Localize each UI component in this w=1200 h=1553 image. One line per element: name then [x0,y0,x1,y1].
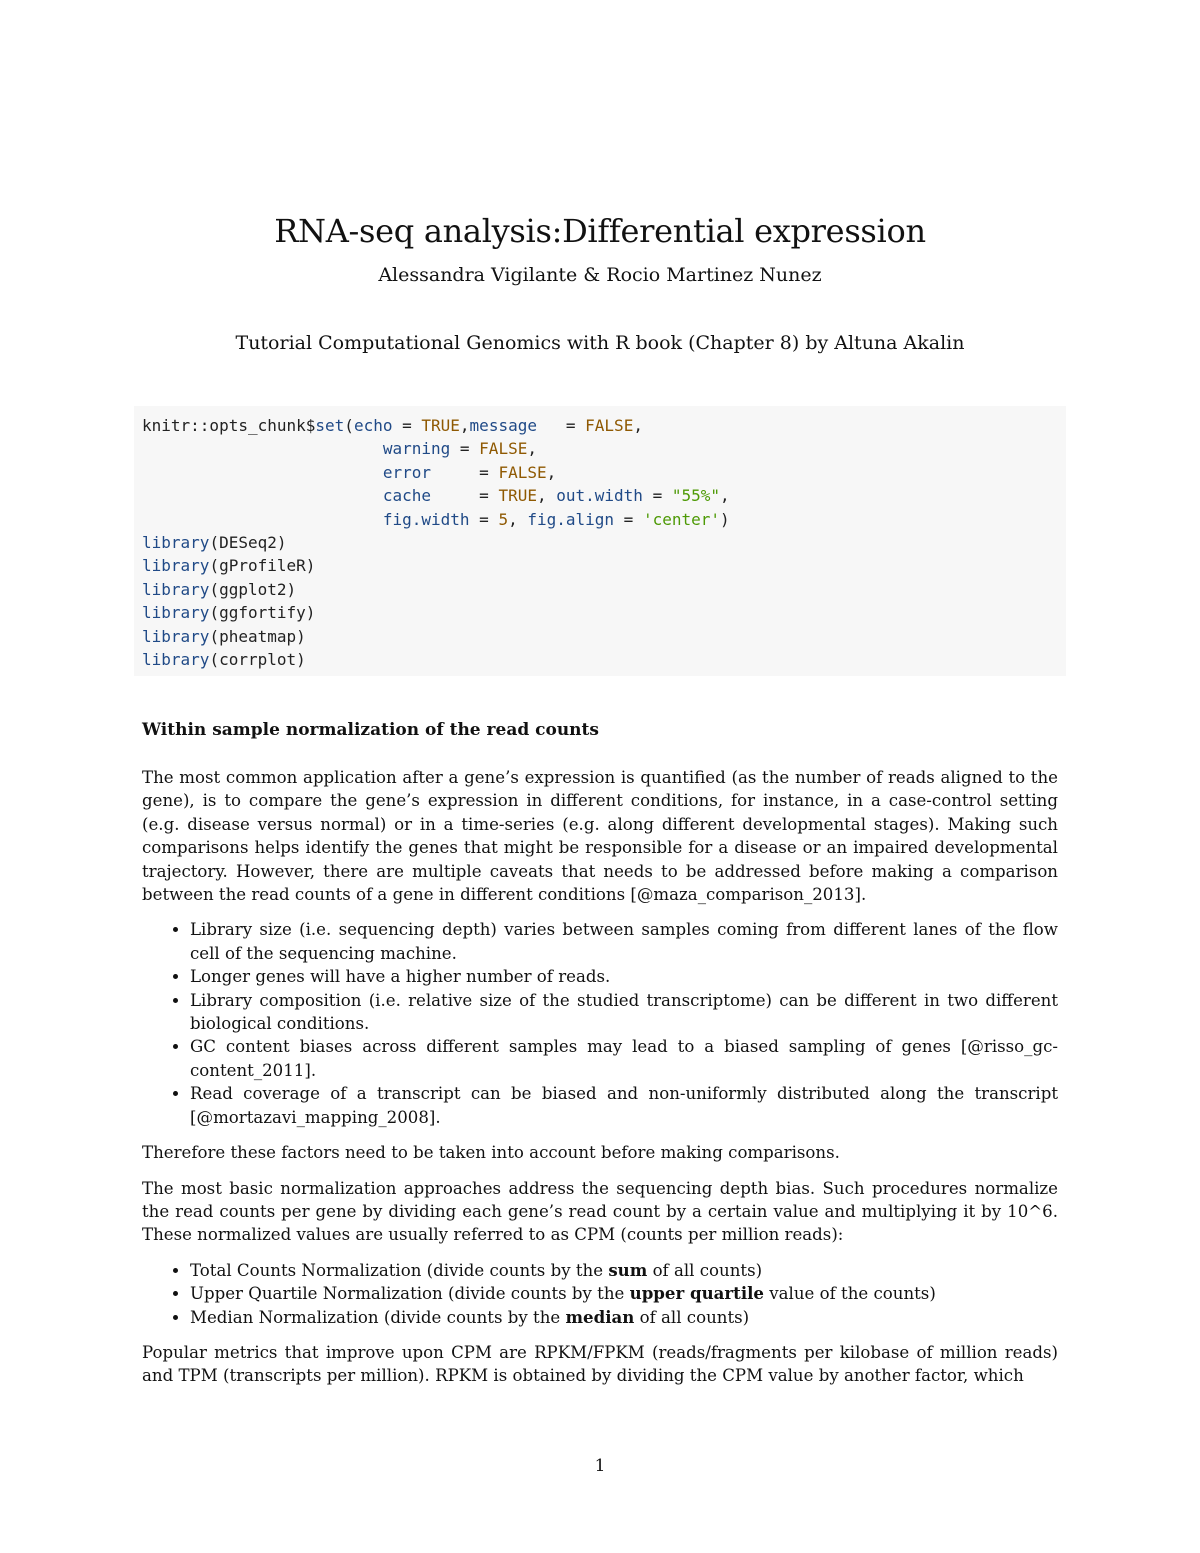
paragraph: Popular metrics that improve upon CPM are RPKM/FPKM (reads/fragments per kilobase of million reads) and TPM (transcripts per million). RPKM is obtained by dividing the CPM value by another factor, which [142,1342,1058,1386]
list-item: • Library size (i.e. sequencing depth) varies between samples coming from different lanes of the flow cell of the sequencing machine. [190,918,1058,965]
code-arg: echo [353,416,393,435]
code-arg: fig.width [382,509,470,529]
code-function: library [142,556,210,576]
code-arg: out.width [556,486,643,506]
factor-list [142,918,1058,1129]
list-item [190,1259,1058,1282]
code-listing [134,406,1066,671]
list-text: of all counts) [634,1307,750,1327]
list-text: Total Counts Normalization (divide counts by the [190,1260,609,1280]
list-text: value of the counts) [763,1284,936,1304]
normalization-list [142,1259,1058,1329]
document-authors: Alessandra Vigilante & Rocio Martinez Nunez [378,264,822,286]
code-arg: message [469,416,537,435]
list-text: Upper Quartile Normalization (divide counts by the [190,1284,630,1304]
code-text: , [459,416,470,435]
code-function: library [142,533,210,553]
code-number: 5 [498,509,509,529]
code-block [134,406,1066,676]
code-library-arg: (corrplot) [209,650,306,670]
code-constant: FALSE [498,462,547,482]
code-library-arg: (gProfileR) [209,556,316,576]
list-bold-term: upper quartile [629,1283,764,1304]
code-text: , [508,509,528,529]
code-text: knitr::opts_chunk$ [142,416,316,435]
paragraph: The most common application after a gene’s expression is quantified (as the number of reads aligned to the gene), is to compare the gene’s expression in different conditions, for instance, in a case-control setting (e.g. disease versus normal) or in a time-series (e.g. along different developmental stages). Making such comparisons helps identify the genes that might be responsible for a disease or an impaired developmental trajectory. However, there are multiple caveats that needs to be addressed before making a comparison between the read counts of a gene in different conditions [@maza_comparison_2013]. [142,768,1058,905]
document-subtitle: Tutorial Computational Genomics with R book (Chapter 8) by Altuna Akalin [235,332,965,354]
body-content [142,718,1058,1400]
code-text: = [536,416,586,435]
code-string: "55%" [671,486,721,506]
code-function: library [142,603,210,623]
code-indent [142,463,383,482]
list-bold-term: median [565,1306,635,1327]
code-library-arg: (pheatmap) [209,626,306,646]
code-constant: FALSE [479,439,528,459]
code-constant: TRUE [421,416,460,435]
code-text: = [431,462,499,482]
code-arg: error [382,462,431,482]
code-arg: warning [382,439,451,459]
list-bold-term: sum [608,1259,648,1280]
code-text: , [720,486,730,506]
list-text: of all counts) [647,1260,763,1280]
code-function: set [315,416,345,435]
code-library-arg: (DESeq2) [209,533,287,553]
code-text: = [614,509,643,529]
document-title: RNA-seq analysis:Differential expression [274,212,926,250]
code-indent [142,510,383,529]
list-item: • Library composition (i.e. relative size of the studied transcriptome) can be different in two different biological conditions. [190,989,1058,1036]
code-function: library [142,650,210,670]
code-indent [142,486,383,505]
page-number: 1 [594,1456,606,1476]
code-function: library [142,579,210,599]
list-item: • Read coverage of a transcript can be biased and non-uniformly distributed along the transcript [@mortazavi_mapping_2008]. [190,1082,1058,1129]
section-heading: Within sample normalization of the read counts [142,720,599,740]
code-function: library [142,626,210,646]
code-constant: FALSE [585,416,634,435]
code-text: , [546,462,557,482]
code-text: = [450,439,480,459]
list-item: • Longer genes will have a higher number of reads. [190,965,1058,988]
code-text: ( [344,416,354,435]
code-text: = [642,486,672,506]
code-arg: fig.align [527,509,615,529]
code-constant: TRUE [498,486,537,506]
code-library-arg: (ggplot2) [209,579,297,599]
list-text: Median Normalization (divide counts by the [190,1307,566,1327]
code-text: = [431,486,499,506]
code-text: , [536,486,557,506]
code-arg: cache [382,486,431,506]
code-string: 'center' [642,509,721,529]
list-item [190,1282,1058,1305]
code-text: = [469,509,499,529]
list-item [190,1306,1058,1329]
code-text: , [527,439,537,459]
paragraph: The most basic normalization approaches address the sequencing depth bias. Such procedures normalize the read counts per gene by dividing each gene’s read count by a certain value and multiplying it by 10^6. These normalized values are usually referred to as CPM (counts per million reads): [142,1178,1058,1245]
code-text: = [392,416,422,435]
code-text: , [633,416,643,435]
code-text: ) [720,509,730,529]
list-item: • GC content biases across different samples may lead to a biased sampling of genes [@risso_gc-content_2011]. [190,1035,1058,1082]
code-indent [142,439,383,458]
code-library-arg: (ggfortify) [209,603,316,623]
paragraph: Therefore these factors need to be taken into account before making comparisons. [142,1143,840,1163]
